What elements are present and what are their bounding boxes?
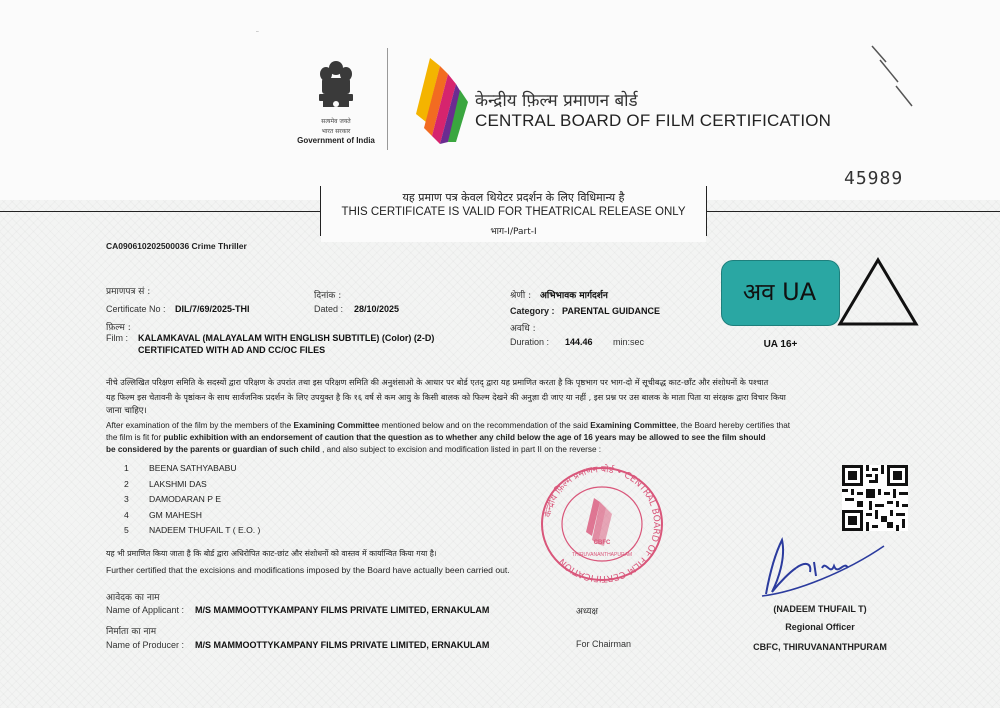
committee-list [124,458,424,536]
chairman-hindi: अध्यक्ष [576,607,598,617]
govt-hindi: भारत सरकार [321,128,351,135]
applicant-value: M/S MAMMOOTTYKAMPANY FILMS PRIVATE LIMITED, ERNAKULAM [195,605,490,615]
emblem-motto: सत्यमेव जयते [321,118,351,125]
en-2a: the film is fit for [106,433,164,442]
validity-rule-right [706,211,1000,212]
en-1d: Examining Committee [590,421,677,430]
en-2b: public exhibition with an endorsement of caution that the question as to whether any child below the age of 16 years may be allowed to see the film should [163,433,766,442]
film-label: Film : [106,333,128,343]
validity-bracket-right [706,186,707,236]
producer-value: M/S MAMMOOTTYKAMPANY FILMS PRIVATE LIMITED, ERNAKULAM [195,640,490,650]
cert-no-value: DIL/7/69/2025-THI [175,304,250,314]
en-1e: , the Board hereby certifies that [676,421,791,430]
cert-no-label: Certificate No : [106,304,166,314]
duration-hindi: अवधि : [510,324,536,334]
national-emblem-icon [314,58,358,116]
committee-member: 4 GM MAHESH [124,509,202,520]
validity-hindi: यह प्रमाण पत्र केवल थियेटर प्रदर्शन के लिए विधिमान्य है [402,191,625,204]
board-name-english: CENTRAL BOARD OF FILM CERTIFICATION [475,111,832,130]
dated-value: 28/10/2025 [354,304,400,314]
category-hindi-value: अभिभावक मार्गदर्शन [540,291,608,301]
part-label: भाग-I/Part-I [490,227,537,237]
chairman-label: For Chairman [576,639,632,649]
committee-member: 5 NADEEM THUFAIL T ( E.O. ) [124,525,261,535]
cbfc-logo-icon [410,52,470,148]
en-1c: mentioned below and on the recommendation of the said [379,421,591,430]
en-3b: , and also subject to excision and modification listed in part II on the reverse : [319,445,602,454]
film-title-line2: CERTIFICATED WITH AD AND CC/OC FILES [138,345,326,355]
producer-label: Name of Producer : [106,640,185,650]
en-3a: be considered by the parents or guardian of such child [106,445,320,454]
further-hindi: यह भी प्रमाणित किया जाता है कि बोर्ड द्वारा अधिरोपित काट-छांट और संशोधनों को वास्तव में कार्यान्वित किया गया है। [106,549,437,558]
signature-text: Ndum [256,32,259,33]
validity-rule-left [0,211,320,212]
cert-no-hindi: प्रमाणपत्र सं : [106,287,151,297]
scan-mark-icon [868,42,918,112]
stamp-center: CBFC [593,540,611,546]
english-paragraph-line1 [106,420,896,432]
serial-number: 45989 [844,168,904,189]
hindi-paragraph-line2: यह फिल्म इस चेतावनी के पृष्ठांकन के साथ सार्वजनिक प्रदर्शन के लिए उपयुक्त है कि १६ वर्ष से कम आयु के किसी बालक को फिल्म देखने की अनुज्ञा दी जाए या नहीं , इस प्रश्न पर उस बालक के माता पिता या संरक्षक द्वारा विचार किया [106,392,786,402]
signatory-office: CBFC, THIRUVANANTHPURAM [753,642,887,652]
applicant-hindi: आवेदक का नाम [106,593,160,603]
board-name-hindi: केन्द्रीय फ़िल्म प्रमाणन बोर्ड [475,91,638,111]
en-1b: Examining Committee [293,421,380,430]
stamp-outer-text: केन्द्रीय फ़िल्म प्रमाणन बोर्ड • CENTRAL BOARD OF FILM CERTIFICATION [543,464,662,584]
rating-label: UA 16+ [763,339,798,350]
en-1a: After examination of the film by the members of the [106,421,294,430]
applicant-label: Name of Applicant : [106,605,185,615]
further-english: Further certified that the excisions and modifications imposed by the Board have actually been carried out. [106,565,510,575]
duration-unit: min:sec [613,337,645,347]
warning-triangle-icon [836,256,920,328]
film-title-line1: KALAMKAVAL (MALAYALAM WITH ENGLISH SUBTITLE) (Color) (2-D) [138,333,435,343]
qr-code [842,465,908,531]
producer-hindi: निर्माता का नाम [106,627,157,637]
english-paragraph-line2 [106,432,896,444]
committee-member: 2 LAKSHMI DAS [124,478,207,489]
category-value: PARENTAL GUIDANCE [562,306,661,316]
dated-hindi: दिनांक : [314,291,342,301]
stamp-inner-text: THIRUVANANTHAPURAM [571,552,633,558]
duration-value: 144.46 [565,337,593,347]
committee-member: 3 DAMODARAN P E [124,494,221,504]
hindi-paragraph-line3: जाना चाहिए। [106,406,147,416]
header-divider [387,48,388,150]
category-label: Category : [510,306,555,316]
hindi-paragraph-line1: नीचे उल्लिखित परिक्षण समिति के सदस्यों द्वारा परिक्षण के उपरांत तथा इस परिक्षण समिति की अनुशंसाओ के आधार पर बोर्ड एतद् द्वारा यह प्रमाणित करता है कि पृष्ठभाग पर भाग-दो में सूचीबद्ध काट-छाँट और संशोधनों के पश्चात [106,377,769,387]
film-hindi: फ़िल्म : [106,323,131,333]
rating-badge-text: अव UA [742,278,817,306]
reference-line: CA090610202500036 Crime Thriller [106,241,247,251]
duration-label: Duration : [510,337,550,347]
category-hindi-label: श्रेणी : [510,291,532,301]
dated-label: Dated : [314,304,344,314]
signatory-name: (NADEEM THUFAIL T) [773,604,867,614]
committee-member: 1 BEENA SATHYABABU [124,463,237,473]
govt-english: Government of India [297,136,375,145]
english-paragraph-line3 [106,444,896,456]
validity-english: THIS CERTIFICATE IS VALID FOR THEATRICAL RELEASE ONLY [341,206,686,218]
signatory-title: Regional Officer [785,622,855,632]
